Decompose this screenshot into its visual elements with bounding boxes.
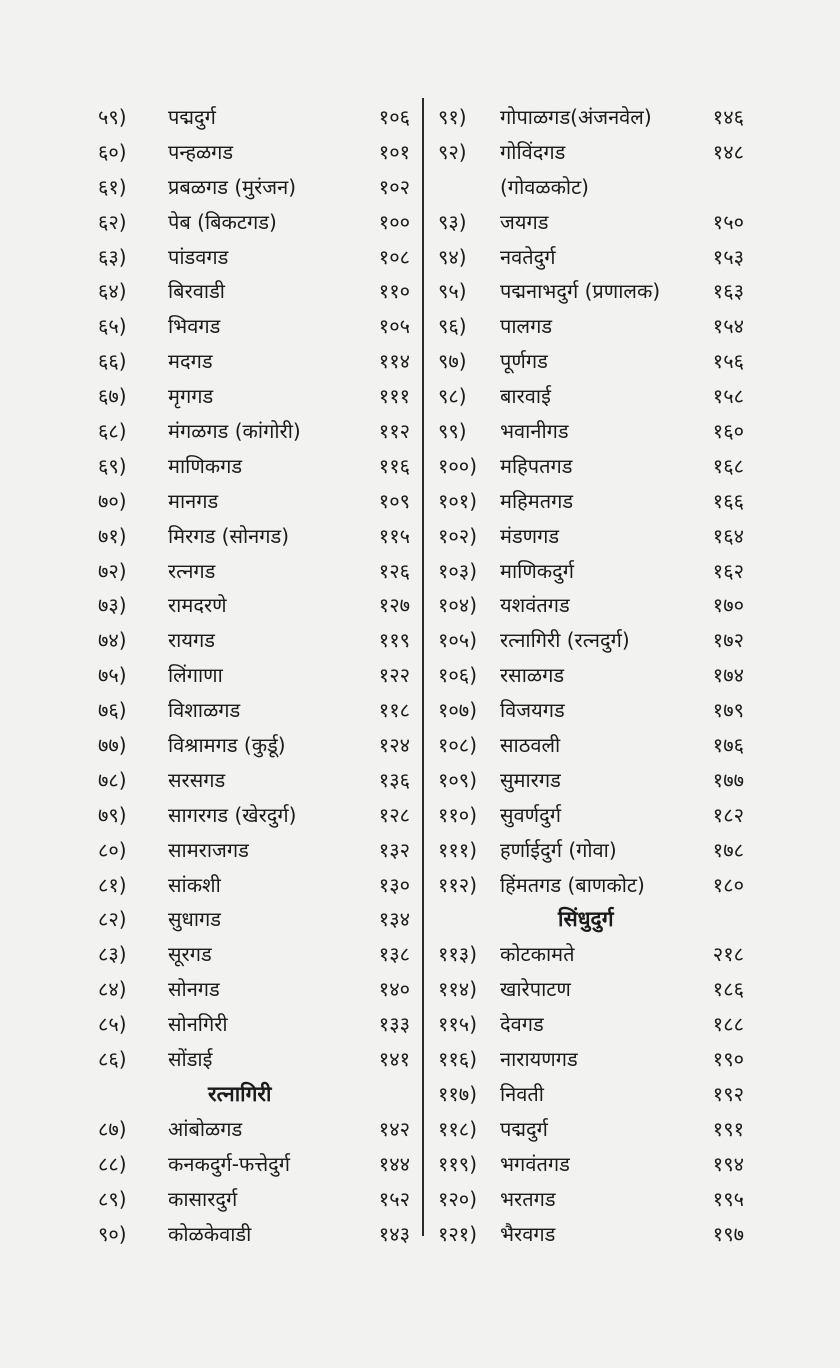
page-number: १३३ bbox=[378, 1012, 410, 1037]
page-number: १२४ bbox=[378, 733, 410, 758]
entry-number: ९८) bbox=[438, 384, 467, 409]
page-number: १४२ bbox=[378, 1116, 410, 1141]
index-entry bbox=[98, 344, 410, 379]
fort-name: सामराजगड bbox=[168, 837, 249, 862]
index-entry bbox=[98, 728, 410, 763]
entry-number: ७८) bbox=[98, 767, 127, 792]
index-entry bbox=[98, 1217, 410, 1252]
fort-name: खारेपाटण bbox=[500, 977, 571, 1002]
index-entry bbox=[438, 484, 744, 519]
fort-name: माणिकदुर्ग bbox=[500, 558, 575, 583]
entry-number: ९५) bbox=[438, 279, 467, 304]
fort-name: रत्नागिरी (रत्नदुर्ग) bbox=[500, 628, 630, 653]
entry-number: ६४) bbox=[98, 279, 127, 304]
index-entry bbox=[98, 798, 410, 833]
fort-name: पेब (बिकटगड) bbox=[168, 209, 277, 234]
fort-name: कोळकेवाडी bbox=[168, 1221, 252, 1246]
fort-name: सांकशी bbox=[168, 872, 221, 897]
index-entry bbox=[98, 240, 410, 275]
entry-number: ६८) bbox=[98, 419, 127, 444]
fort-name: प्रबळगड (मुरंजन) bbox=[168, 174, 297, 199]
page-number: १५६ bbox=[712, 349, 744, 374]
fort-name: सुमारगड bbox=[500, 767, 561, 792]
fort-name: यशवंतगड bbox=[500, 593, 570, 618]
fort-name: मिरगड (सोनगड) bbox=[168, 523, 290, 548]
page-number: १०९ bbox=[378, 488, 410, 513]
entry-number: ११८) bbox=[438, 1116, 478, 1141]
continuation-text: (गोवळकोट) bbox=[500, 174, 589, 199]
index-entry bbox=[438, 100, 744, 135]
fort-name: पांडवगड bbox=[168, 244, 229, 269]
entry-number: ११६) bbox=[438, 1047, 478, 1072]
index-entry bbox=[438, 135, 744, 170]
fort-name: हर्णाईदुर्ग (गोवा) bbox=[500, 837, 617, 862]
index-entry bbox=[438, 1217, 744, 1252]
index-entry bbox=[98, 1112, 410, 1147]
entry-number: ७२) bbox=[98, 558, 127, 583]
page-number: १३० bbox=[378, 872, 410, 897]
index-entry bbox=[98, 554, 410, 589]
entry-number: ११७) bbox=[438, 1081, 478, 1106]
page-number: १४८ bbox=[712, 139, 744, 164]
entry-number: ७५) bbox=[98, 663, 127, 688]
index-entry bbox=[438, 1042, 744, 1077]
entry-number: ११२) bbox=[438, 872, 478, 897]
index-entry bbox=[98, 135, 410, 170]
fort-name: विश्रामगड (कुर्डू) bbox=[168, 733, 286, 758]
fort-name: सुवर्णदुर्ग bbox=[500, 802, 561, 827]
index-entry bbox=[98, 868, 410, 903]
index-entry bbox=[438, 205, 744, 240]
index-entry bbox=[98, 658, 410, 693]
fort-name: भरतगड bbox=[500, 1186, 556, 1211]
fort-name: सरसगड bbox=[168, 767, 226, 792]
fort-name: माणिकगड bbox=[168, 453, 243, 478]
index-entry bbox=[98, 1007, 410, 1042]
entry-number: ११०) bbox=[438, 802, 478, 827]
page-number: १९१ bbox=[712, 1116, 744, 1141]
page-number: १११ bbox=[378, 384, 410, 409]
entry-number: १०२) bbox=[438, 523, 478, 548]
index-entry bbox=[98, 972, 410, 1007]
page-number: १६६ bbox=[712, 488, 744, 513]
fort-name: सूरगड bbox=[168, 942, 212, 967]
index-entry bbox=[438, 414, 744, 449]
entry-number: ७७) bbox=[98, 733, 127, 758]
index-entry bbox=[438, 937, 744, 972]
entry-number: ६५) bbox=[98, 314, 127, 339]
fort-name: मृगगड bbox=[168, 384, 214, 409]
page-number: १८० bbox=[712, 872, 744, 897]
fort-name: रसाळगड bbox=[500, 663, 565, 688]
page-number: १४४ bbox=[378, 1151, 410, 1176]
index-entry bbox=[98, 1182, 410, 1217]
page-number: १४० bbox=[378, 977, 410, 1002]
fort-name: महिमतगड bbox=[500, 488, 574, 513]
fort-name: कोटकामते bbox=[500, 942, 575, 967]
entry-number: ११९) bbox=[438, 1151, 478, 1176]
fort-name: गोपाळगड(अंजनवेल) bbox=[500, 105, 652, 129]
page-number: १९० bbox=[712, 1047, 744, 1072]
entry-number: ८६) bbox=[98, 1047, 127, 1072]
index-entry bbox=[98, 519, 410, 554]
index-entry bbox=[98, 833, 410, 868]
fort-name: गोविंदगड bbox=[500, 139, 566, 164]
page-number: १५० bbox=[712, 209, 744, 234]
index-entry bbox=[98, 693, 410, 728]
index-entry bbox=[98, 763, 410, 798]
page-number: १०१ bbox=[378, 139, 410, 164]
index-entry bbox=[438, 344, 744, 379]
index-entry bbox=[98, 205, 410, 240]
page-number: १८६ bbox=[712, 977, 744, 1002]
entry-number: १०४) bbox=[438, 593, 478, 618]
entry-number: ७०) bbox=[98, 488, 127, 513]
entry-number: ८३) bbox=[98, 942, 127, 967]
fort-name: सोनगिरी bbox=[168, 1012, 228, 1037]
entry-number: ६९) bbox=[98, 453, 127, 478]
page-number: १५३ bbox=[712, 244, 744, 269]
index-entry bbox=[98, 379, 410, 414]
entry-number: १०६) bbox=[438, 663, 478, 688]
fort-name: पन्हळगड bbox=[168, 139, 234, 164]
fort-name: नारायणगड bbox=[500, 1047, 578, 1072]
index-entry bbox=[98, 449, 410, 484]
index-entry bbox=[438, 309, 744, 344]
page-number: १७९ bbox=[712, 698, 744, 723]
page-number: १५२ bbox=[378, 1186, 410, 1211]
page-number: १३८ bbox=[378, 942, 410, 967]
page-number: १९७ bbox=[712, 1221, 744, 1246]
fort-name: रायगड bbox=[168, 628, 215, 653]
entry-number: ५९) bbox=[98, 105, 127, 129]
fort-name: विजयगड bbox=[500, 698, 565, 723]
index-entry bbox=[98, 1042, 410, 1077]
fort-name: मंडणगड bbox=[500, 523, 560, 548]
page-number: १५४ bbox=[712, 314, 744, 339]
right-column bbox=[438, 100, 744, 1251]
fort-name: पालगड bbox=[500, 314, 553, 339]
entry-number: ७६) bbox=[98, 698, 127, 723]
fort-name: मंगळगड (कांगोरी) bbox=[168, 419, 301, 444]
page-number: १७० bbox=[712, 593, 744, 618]
left-column bbox=[98, 100, 410, 1251]
entry-number: ९३) bbox=[438, 209, 467, 234]
page-number: १६८ bbox=[712, 453, 744, 478]
entry-number: १२१) bbox=[438, 1221, 478, 1246]
page-number: १७८ bbox=[712, 837, 744, 862]
page-number: १२७ bbox=[378, 593, 410, 618]
fort-name: निवती bbox=[500, 1081, 544, 1106]
entry-number: ६३) bbox=[98, 244, 127, 269]
index-entry bbox=[438, 868, 744, 903]
entry-number: ८२) bbox=[98, 907, 127, 932]
entry-number: ६७) bbox=[98, 384, 127, 409]
page-number: १०२ bbox=[378, 174, 410, 199]
entry-number: ९२) bbox=[438, 139, 467, 164]
entry-number: ११४) bbox=[438, 977, 478, 1002]
entry-number: ९१) bbox=[438, 105, 467, 129]
page-number: १४६ bbox=[712, 105, 744, 129]
index-entry bbox=[98, 309, 410, 344]
index-entry bbox=[438, 554, 744, 589]
entry-number: ८५) bbox=[98, 1012, 127, 1037]
entry-number: ८७) bbox=[98, 1116, 127, 1141]
entry-number: ७४) bbox=[98, 628, 127, 653]
page-number: ११६ bbox=[378, 453, 410, 478]
page-number: १३६ bbox=[378, 767, 410, 792]
index-entry bbox=[438, 972, 744, 1007]
index-entry bbox=[438, 588, 744, 623]
page-number: १७७ bbox=[712, 767, 744, 792]
entry-number: ६२) bbox=[98, 209, 127, 234]
entry-continuation bbox=[438, 170, 744, 205]
page-number: १६३ bbox=[712, 279, 744, 304]
page-number: १८८ bbox=[712, 1012, 744, 1037]
district-heading: सिंधुदुर्ग bbox=[558, 907, 614, 932]
page-number: १२६ bbox=[378, 558, 410, 583]
fort-name: पद्मदुर्ग bbox=[500, 1116, 548, 1141]
fort-name: रत्नगड bbox=[168, 558, 216, 583]
entry-number: १२०) bbox=[438, 1186, 478, 1211]
fort-name: हिंमतगड (बाणकोट) bbox=[500, 872, 645, 897]
index-entry bbox=[98, 1147, 410, 1182]
page-number: १२८ bbox=[378, 802, 410, 827]
fort-name: मदगड bbox=[168, 349, 213, 374]
page-number: १०६ bbox=[378, 105, 410, 129]
index-entry bbox=[438, 1112, 744, 1147]
fort-name: भगवंतगड bbox=[500, 1151, 570, 1176]
page-number: १७२ bbox=[712, 628, 744, 653]
fort-name: साठवली bbox=[500, 733, 561, 758]
fort-name: भवानीगड bbox=[500, 419, 569, 444]
page-number: १९५ bbox=[712, 1186, 744, 1211]
page-number: ११२ bbox=[378, 419, 410, 444]
column-divider bbox=[422, 98, 424, 1236]
index-entry bbox=[98, 170, 410, 205]
page-number: १६४ bbox=[712, 523, 744, 548]
page-number: १७६ bbox=[712, 733, 744, 758]
entry-number: ७१) bbox=[98, 523, 127, 548]
fort-name: सागरगड (खेरदुर्ग) bbox=[168, 802, 297, 827]
page-number: १७४ bbox=[712, 663, 744, 688]
fort-name: सुधागड bbox=[168, 907, 221, 932]
fort-name: बिरवाडी bbox=[168, 279, 225, 304]
index-entry bbox=[438, 274, 744, 309]
entry-number: ८९) bbox=[98, 1186, 127, 1211]
page-number: १५८ bbox=[712, 384, 744, 409]
entry-number: ८०) bbox=[98, 837, 127, 862]
fort-name: मानगड bbox=[168, 488, 219, 513]
entry-number: ६१) bbox=[98, 174, 127, 199]
index-entry bbox=[98, 484, 410, 519]
entry-number: ६६) bbox=[98, 349, 127, 374]
page-number: १२२ bbox=[378, 663, 410, 688]
page-number: १३४ bbox=[378, 907, 410, 932]
fort-name: आंबोळगड bbox=[168, 1116, 243, 1141]
page-number: ११९ bbox=[378, 628, 410, 653]
fort-name: जयगड bbox=[500, 209, 549, 234]
page-number: १०५ bbox=[378, 314, 410, 339]
entry-number: ९४) bbox=[438, 244, 467, 269]
fort-name: लिंगाणा bbox=[168, 663, 223, 688]
fort-name: सोनगड bbox=[168, 977, 220, 1002]
page-number: १८२ bbox=[712, 802, 744, 827]
page-number: १९२ bbox=[712, 1081, 744, 1106]
index-entry bbox=[438, 693, 744, 728]
fort-name: पद्मनाभदुर्ग (प्रणालक) bbox=[500, 279, 661, 304]
fort-name: पद्मदुर्ग bbox=[168, 105, 216, 129]
page-number: २१८ bbox=[712, 942, 744, 967]
index-entry bbox=[98, 274, 410, 309]
page-number: १६२ bbox=[712, 558, 744, 583]
entry-number: १००) bbox=[438, 453, 478, 478]
fort-name: कनकदुर्ग-फत्तेदुर्ग bbox=[168, 1151, 291, 1176]
fort-name: पूर्णगड bbox=[500, 349, 548, 374]
entry-number: १०८) bbox=[438, 733, 478, 758]
index-entry bbox=[438, 658, 744, 693]
page-number: १३२ bbox=[378, 837, 410, 862]
index-entry bbox=[438, 1147, 744, 1182]
page-number: ११४ bbox=[378, 349, 410, 374]
index-entry bbox=[438, 1077, 744, 1112]
entry-number: ९६) bbox=[438, 314, 467, 339]
page-number: १०८ bbox=[378, 244, 410, 269]
index-entry bbox=[438, 1182, 744, 1217]
index-entry bbox=[438, 623, 744, 658]
entry-number: ८१) bbox=[98, 872, 127, 897]
index-entry bbox=[438, 379, 744, 414]
fort-name: महिपतगड bbox=[500, 453, 573, 478]
fort-name: देवगड bbox=[500, 1012, 544, 1037]
page-number: १६० bbox=[712, 419, 744, 444]
entry-number: १११) bbox=[438, 837, 478, 862]
fort-name: भैरवगड bbox=[500, 1221, 556, 1246]
district-heading: रत्नागिरी bbox=[208, 1081, 272, 1106]
index-entry bbox=[98, 100, 410, 135]
fort-name: विशाळगड bbox=[168, 698, 241, 723]
page-number: १०० bbox=[378, 209, 410, 234]
entry-number: १०५) bbox=[438, 628, 478, 653]
entry-number: ११३) bbox=[438, 942, 478, 967]
page-number: ११५ bbox=[378, 523, 410, 548]
fort-name: रामदरणे bbox=[168, 593, 227, 618]
index-entry bbox=[438, 833, 744, 868]
entry-number: ६०) bbox=[98, 139, 127, 164]
page-number: ११० bbox=[378, 279, 410, 304]
fort-name: सोंडाई bbox=[168, 1047, 213, 1072]
entry-number: ७९) bbox=[98, 802, 127, 827]
page-number: १४३ bbox=[378, 1221, 410, 1246]
index-entry bbox=[98, 902, 410, 937]
entry-number: ७३) bbox=[98, 593, 127, 618]
entry-number: १०९) bbox=[438, 767, 478, 792]
index-entry bbox=[438, 519, 744, 554]
index-entry bbox=[438, 1007, 744, 1042]
fort-name: बारवाई bbox=[500, 384, 551, 409]
entry-number: ९९) bbox=[438, 419, 467, 444]
fort-name: नवतेदुर्ग bbox=[500, 244, 556, 269]
index-entry bbox=[438, 240, 744, 275]
index-entry bbox=[438, 798, 744, 833]
entry-number: १०७) bbox=[438, 698, 478, 723]
fort-name: कासारदुर्ग bbox=[168, 1186, 238, 1211]
fort-name: भिवगड bbox=[168, 314, 221, 339]
index-entry bbox=[98, 937, 410, 972]
page-number: १४१ bbox=[378, 1047, 410, 1072]
index-entry bbox=[438, 763, 744, 798]
page-number: १९४ bbox=[712, 1151, 744, 1176]
entry-number: ९०) bbox=[98, 1221, 127, 1246]
entry-number: ८८) bbox=[98, 1151, 127, 1176]
index-entry bbox=[98, 414, 410, 449]
entry-number: ८४) bbox=[98, 977, 127, 1002]
entry-number: ९७) bbox=[438, 349, 467, 374]
entry-number: १०३) bbox=[438, 558, 478, 583]
index-entry bbox=[438, 728, 744, 763]
index-entry bbox=[438, 449, 744, 484]
entry-number: ११५) bbox=[438, 1012, 478, 1037]
index-entry bbox=[98, 588, 410, 623]
page-number: ११८ bbox=[378, 698, 410, 723]
index-entry bbox=[98, 623, 410, 658]
entry-number: १०१) bbox=[438, 488, 478, 513]
